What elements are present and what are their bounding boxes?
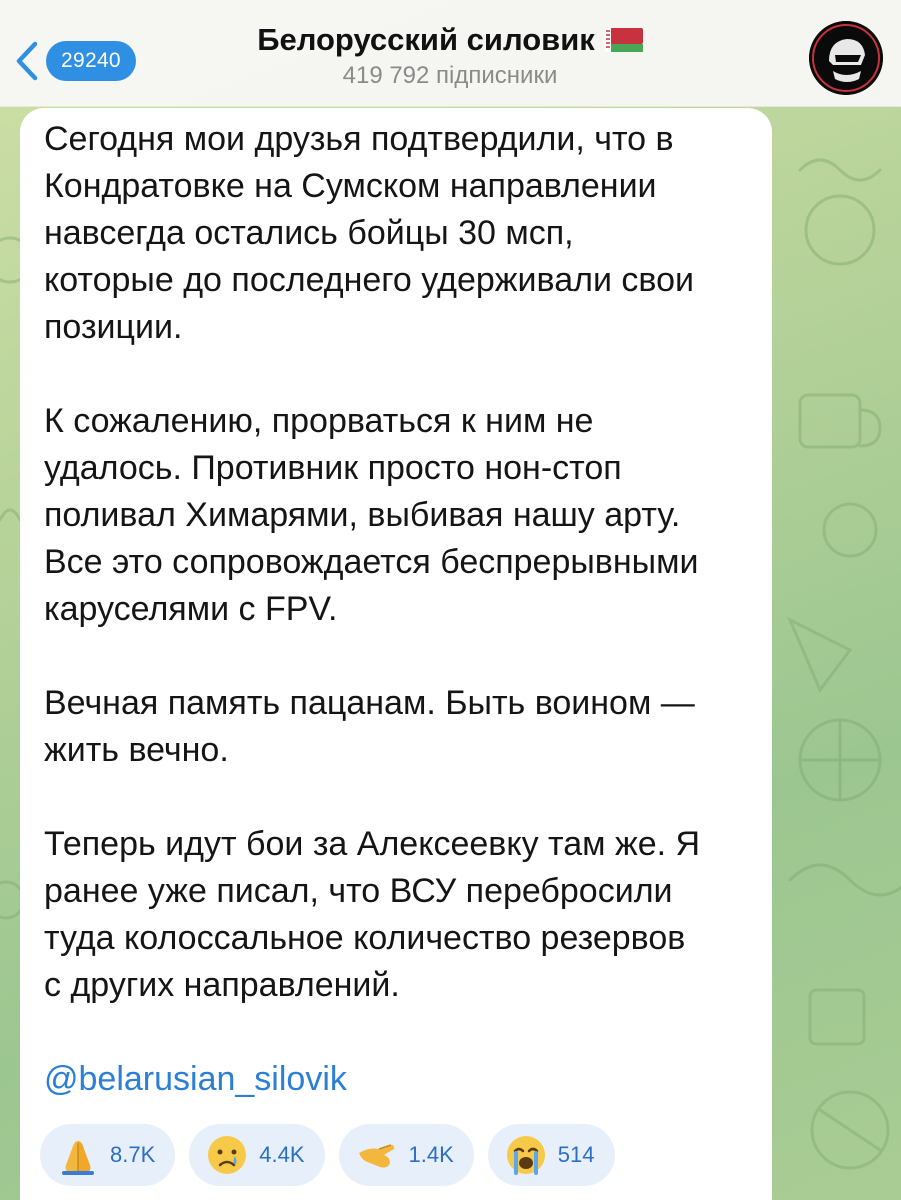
message-paragraph: Сегодня мои друзья подтвердили, что в Кондратовке на Сумском направлении навсегда остались бойцы 30 мсп, которые до последнего удерживали свои позиции. xyxy=(44,120,694,346)
channel-avatar[interactable] xyxy=(809,21,883,95)
channel-title-row xyxy=(257,22,643,58)
reaction-crying-face[interactable] xyxy=(189,1124,324,1186)
chat-header xyxy=(0,0,901,107)
channel-name: Белорусский силовик xyxy=(257,22,595,57)
folded-hands-icon xyxy=(56,1133,100,1177)
avatar-helmet-image xyxy=(809,21,883,95)
paragraph-spacer xyxy=(44,351,746,398)
unread-count-badge: 29240 xyxy=(46,41,136,81)
reaction-folded-hands[interactable] xyxy=(40,1124,175,1186)
reaction-count: 8.7K xyxy=(110,1142,156,1167)
back-button[interactable] xyxy=(14,38,164,84)
message-paragraph: Вечная память пацанам. Быть воином — жить вечно. xyxy=(44,684,695,769)
salute-hand-icon xyxy=(355,1133,399,1177)
reaction-loudly-crying[interactable] xyxy=(488,1124,615,1186)
crying-face-icon xyxy=(205,1133,249,1177)
reaction-count: 1.4K xyxy=(408,1142,454,1167)
message-paragraph: Теперь идут бои за Алексеевку там же. Я ранее уже писал, что ВСУ перебросили туда колоссальное количество резервов с других направлений. xyxy=(44,825,701,1004)
reaction-salute[interactable] xyxy=(339,1124,474,1186)
message-paragraph: К сожалению, прорваться к ним не удалось. Противник просто нон-стоп поливал Химарями, выбивая нашу арту. Все это сопровождается беспрерывными каруселями с FPV. xyxy=(44,402,699,628)
reaction-count: 4.4K xyxy=(259,1142,305,1167)
belarus-flag-icon xyxy=(605,28,643,52)
paragraph-spacer xyxy=(44,774,746,821)
channel-mention-link[interactable]: @belarusian_silovik xyxy=(44,1060,347,1098)
loudly-crying-face-icon xyxy=(504,1133,548,1177)
message-bubble[interactable] xyxy=(20,108,772,1200)
reactions-bar xyxy=(40,1124,615,1186)
channel-info[interactable] xyxy=(190,22,710,90)
chevron-left-icon xyxy=(14,38,40,84)
reaction-count: 514 xyxy=(557,1142,595,1167)
paragraph-spacer xyxy=(44,633,746,680)
subscriber-count: 419 792 підписники xyxy=(342,62,558,89)
